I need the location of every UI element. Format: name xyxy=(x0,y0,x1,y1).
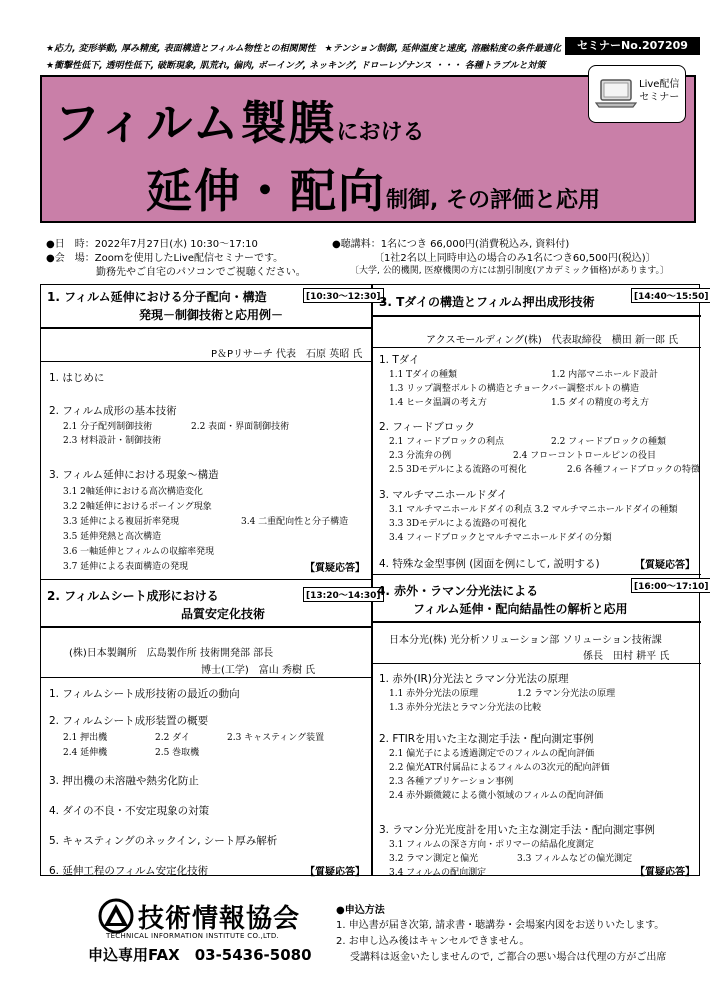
section-2-title-1: 2. フィルムシート成形における xyxy=(47,589,219,603)
info-fee-1: ●聴講料：1名につき 66,000円(消費税込み, 資料付) xyxy=(332,239,570,250)
section-3-speaker: アクスモールディング(株) 代表取締役 横田 新一郎 氏 xyxy=(426,335,679,346)
s4-topic-1: 1. 赤外(IR)分光法とラマン分光法の原理 xyxy=(379,673,569,685)
s1-topic-3-4: 3.4 二重配向性と分子構造 xyxy=(241,517,349,527)
s2-topic-2-3: 2.3 キャスティング装置 xyxy=(227,733,325,743)
live-badge-line1: Live配信 xyxy=(639,79,680,90)
apply-line-1: 1. 申込書が届き次第, 請求書・聴講券・会場案内図をお送りいたします。 xyxy=(336,920,665,931)
s4-topic-3-3: 3.3 フィルムなどの偏光測定 xyxy=(517,854,633,864)
section-4-title-1: 4. 赤外・ラマン分光法による xyxy=(377,584,539,598)
s1-topic-1: 1. はじめに xyxy=(49,372,105,384)
section-1-time: [10:30～12:30] xyxy=(303,288,384,303)
s1-topic-3-6: 3.6 一軸延伸とフィルムの収縮率発現 xyxy=(63,547,215,557)
s2-topic-2-2: 2.2 ダイ xyxy=(155,733,190,743)
section-4-speaker-rule xyxy=(372,663,701,664)
s4-topic-1-2: 1.2 ラマン分光法の原理 xyxy=(517,689,616,699)
s1-topic-3-5: 3.5 延伸発熱と高次構造 xyxy=(63,532,162,542)
section-2-speaker-1: (株)日本製鋼所 広島製作所 技術開発部 部長 xyxy=(69,648,274,659)
s2-topic-2-1: 2.1 押出機 xyxy=(63,733,108,743)
s4-topic-2: 2. FTIRを用いた主な測定手法・配向測定事例 xyxy=(379,733,594,745)
section-3-time: [14:40～15:50] xyxy=(631,288,710,303)
s2-topic-5: 5. キャスティングのネックイン, シート厚み解析 xyxy=(49,835,278,847)
title-sub-2: 制御, その評価と応用 xyxy=(386,188,601,213)
section-1-title-1: 1. フィルム延伸における分子配向・構造 xyxy=(47,290,267,304)
s3-topic-1-2: 1.2 内部マニホールド設計 xyxy=(551,370,658,380)
s3-topic-3-3: 3.3 3Dモデルによる流路の可視化 xyxy=(389,519,527,529)
section-4-title-2: フィルム延伸・配向結晶性の解析と応用 xyxy=(413,602,628,616)
fax-number: 申込専用FAX 03-5436-5080 xyxy=(88,946,312,964)
s1-topic-3-2: 3.2 2軸延伸におけるボーイング現象 xyxy=(63,502,212,512)
section-2-speaker-2: 博士(工学) 富山 秀樹 氏 xyxy=(201,665,316,676)
s4-topic-3: 3. ラマン分光光度計を用いた主な測定手法・配向測定事例 xyxy=(379,824,655,836)
s3-topic-3-1: 3.1 マルチマニホールドダイの利点 3.2 マルチマニホールドダイの種類 xyxy=(389,505,678,515)
s3-topic-1-3: 1.3 リップ調整ボルトの構造とチョークバー調整ボルトの構造 xyxy=(389,384,640,394)
s3-topic-3: 3. マルチマニホールドダイ xyxy=(379,489,508,501)
title-main-1: フィルム製膜 xyxy=(54,96,337,150)
tagline-2: ★衝撃性低下, 透明性低下, 破断現象, 肌荒れ, 偏肉, ボーイング, ネッキング, ドローレゾナンス ・・・ 各種トラブルと対策 xyxy=(46,61,546,71)
apply-line-3: 受講料は返金いたしませんので, ご都合の悪い場合は代理の方がご出席 xyxy=(350,952,667,963)
info-venue-2: 勤務先やご自宅のパソコンでご視聴ください。 xyxy=(96,267,306,278)
s2-topic-2: 2. フィルムシート成形装置の概要 xyxy=(49,715,209,727)
s2-topic-2-4: 2.4 延伸機 xyxy=(63,748,108,758)
s1-topic-2: 2. フィルム成形の基本技術 xyxy=(49,405,177,417)
s3-topic-1: 1. Tダイ xyxy=(379,354,420,366)
s3-topic-2-6: 2.6 各種フィードブロックの特徴 xyxy=(567,465,701,475)
section-2-speaker-rule xyxy=(41,677,371,678)
section-1-title-2: 発現－制御技術と応用例－ xyxy=(139,308,284,322)
s1-topic-3: 3. フィルム延伸における現象～構造 xyxy=(49,469,219,481)
title-line-2 xyxy=(146,155,600,221)
info-venue-1: ●会 場：Zoomを使用したLive配信セミナーです。 xyxy=(46,253,284,264)
s1-topic-3-7: 3.7 延伸による表面構造の発現 xyxy=(63,562,189,572)
live-badge-line2: セミナー xyxy=(639,92,680,103)
s4-topic-3-2: 3.2 ラマン測定と偏光 xyxy=(389,854,479,864)
seminar-number: セミナーNo.207209 xyxy=(565,37,700,55)
laptop-icon xyxy=(595,76,637,110)
section-3-speaker-rule xyxy=(372,347,701,348)
section-3-header-rule xyxy=(372,315,701,317)
s3-topic-2: 2. フィードブロック xyxy=(379,421,475,433)
company-logo-icon xyxy=(98,898,134,934)
s2-topic-6: 6. 延伸工程のフィルム安定化技術 xyxy=(49,865,209,877)
s4-topic-3-1: 3.1 フィルムの深さ方向・ポリマーの結晶化度測定 xyxy=(389,840,594,850)
info-fee-2: 〔1社2名以上同時申込の場合のみ1名につき60,500円(税込)〕 xyxy=(374,253,656,264)
s2-topic-1: 1. フィルムシート成形技術の最近の動向 xyxy=(49,688,240,700)
s2-topic-2-5: 2.5 巻取機 xyxy=(155,748,200,758)
s1-topic-3-1: 3.1 2軸延伸における高次構造変化 xyxy=(63,487,203,497)
s2-qa: 【質疑応答】 xyxy=(305,867,365,878)
section-2-header-rule xyxy=(41,626,371,628)
info-date: ●日 時：2022年7月27日(水) 10:30～17:10 xyxy=(46,239,258,250)
s3-qa: 【質疑応答】 xyxy=(635,560,695,571)
section-2-time: [13:20～14:30] xyxy=(303,587,384,602)
tagline-1: ★応力, 変形挙動, 厚み精度, 表面構造とフィルム物性との相関関性 ★テンション制御, 延伸温度と速度, 溶融粘度の条件最適化 xyxy=(46,44,561,54)
column-divider xyxy=(371,285,373,875)
s2-topic-3: 3. 押出機の未溶融や熱劣化防止 xyxy=(49,775,199,787)
s1-qa: 【質疑応答】 xyxy=(305,563,365,574)
live-seminar-badge xyxy=(588,65,686,123)
s4-topic-2-4: 2.4 赤外顕微鏡による微小領域のフィルムの配向評価 xyxy=(389,791,604,801)
s4-topic-3-4: 3.4 フィルムの配向測定 xyxy=(389,868,487,878)
s4-topic-1-1: 1.1 赤外分光法の原理 xyxy=(389,689,479,699)
section-3-title-1: 3. Tダイの構造とフィルム押出成形技術 xyxy=(379,295,595,309)
title-sub-1: における xyxy=(336,120,425,145)
s3-topic-3-4: 3.4 フィードブロックとマルチマニホールドダイの分類 xyxy=(389,533,612,543)
s3-topic-1-5: 1.5 ダイの精度の考え方 xyxy=(551,398,649,408)
s3-topic-2-1: 2.1 フィードブロックの利点 xyxy=(389,437,505,447)
s3-topic-4: 4. 特殊な金型事例 (図面を例にして, 説明する) xyxy=(379,558,600,570)
s3-topic-1-1: 1.1 Tダイの種類 xyxy=(389,370,457,380)
title-line-1 xyxy=(54,87,425,153)
section-1-2-divider xyxy=(41,579,371,580)
s2-topic-4: 4. ダイの不良・不安定現象の対策 xyxy=(49,805,210,817)
s4-topic-2-2: 2.2 偏光ATR付属品によるフィルムの3次元的配向評価 xyxy=(389,763,610,773)
s3-topic-2-2: 2.2 フィードブロックの種類 xyxy=(551,437,667,447)
section-2-title-2: 品質安定化技術 xyxy=(181,607,266,621)
program-frame xyxy=(40,284,709,878)
s1-topic-2-2: 2.2 表面・界面制御技術 xyxy=(191,422,290,432)
section-1-speaker: P＆Pリサーチ 代表 石原 英昭 氏 xyxy=(211,349,363,360)
s3-topic-2-5: 2.5 3Dモデルによる流路の可視化 xyxy=(389,465,527,475)
s3-topic-1-4: 1.4 ヒータ温調の考え方 xyxy=(389,398,487,408)
s1-topic-2-3: 2.3 材料設計・制御技術 xyxy=(63,436,162,446)
title-box xyxy=(40,75,696,223)
section-4-header-rule xyxy=(372,621,701,623)
section-4-speaker-2: 係長 田村 耕平 氏 xyxy=(583,651,670,662)
s1-topic-3-3: 3.3 延伸による複屈折率発現 xyxy=(63,517,180,527)
section-4-time: [16:00～17:10] xyxy=(631,578,710,593)
s3-topic-2-3: 2.3 分流弁の例 xyxy=(389,451,452,461)
s4-qa: 【質疑応答】 xyxy=(635,867,695,878)
org-name-en: TECHNICAL INFORMATION INSTITUTE CO.,LTD. xyxy=(106,932,280,940)
apply-line-2: 2. お申し込み後はキャンセルできません。 xyxy=(336,936,530,947)
apply-method-title: ●申込方法 xyxy=(336,905,385,916)
info-fee-3: 〔大学, 公的機関, 医療機関の方には割引制度(アカデミック価格)があります。〕 xyxy=(350,266,669,276)
section-4-speaker-1: 日本分光(株) 光分析ソリューション部 ソリューション技術課 xyxy=(389,635,662,646)
s4-topic-2-3: 2.3 各種アプリケーション事例 xyxy=(389,777,514,787)
s4-topic-2-1: 2.1 偏光子による透過測定でのフィルムの配向評価 xyxy=(389,749,595,759)
live-badge-text xyxy=(639,78,679,104)
s4-topic-1-3: 1.3 赤外分光法とラマン分光法の比較 xyxy=(389,703,542,713)
s1-topic-2-1: 2.1 分子配列制御技術 xyxy=(63,422,153,432)
org-name: 技術情報協会 xyxy=(138,904,301,934)
s3-topic-2-4: 2.4 フローコントロールピンの役目 xyxy=(513,451,656,461)
section-1-header-rule xyxy=(41,327,371,329)
seminar-info xyxy=(40,233,700,283)
title-main-2: 延伸・配向 xyxy=(146,164,386,218)
section-3-4-divider xyxy=(372,574,701,575)
section-1-speaker-rule xyxy=(41,361,371,362)
